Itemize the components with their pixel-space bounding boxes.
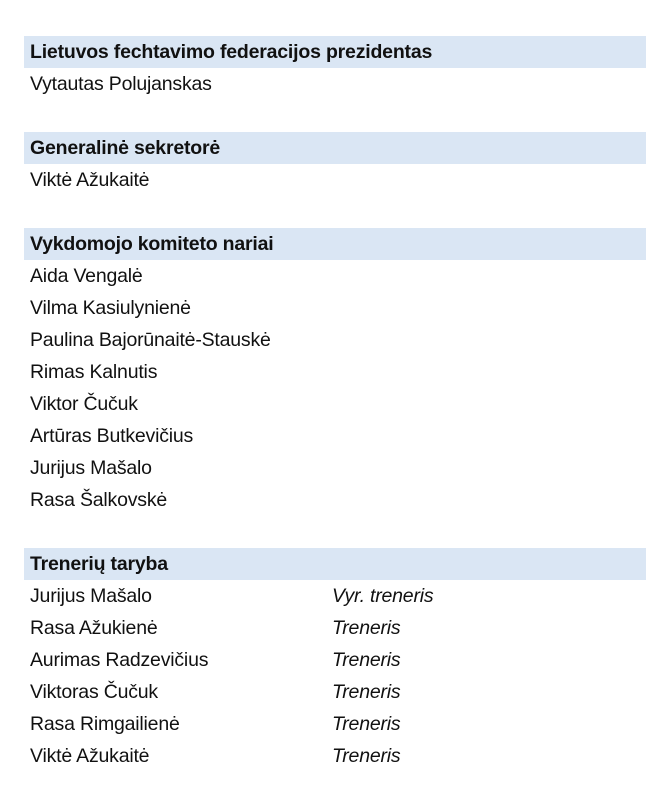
coach-name: Jurijus Mašalo bbox=[30, 585, 152, 607]
coach-role: Treneris bbox=[332, 617, 401, 639]
coach-role: Vyr. treneris bbox=[332, 585, 434, 607]
member-row: Aida Vengalė bbox=[30, 265, 143, 287]
organization-sheet bbox=[24, 36, 646, 804]
coach-row bbox=[24, 740, 646, 772]
coach-name: Rasa Rimgailienė bbox=[30, 713, 180, 735]
coach-role: Treneris bbox=[332, 745, 401, 767]
coach-name: Rasa Ažukienė bbox=[30, 617, 158, 639]
coach-name: Viktė Ažukaitė bbox=[30, 745, 150, 767]
member-row: Paulina Bajorūnaitė-Stauskė bbox=[30, 329, 271, 351]
coach-row bbox=[24, 676, 646, 708]
coach-row bbox=[24, 708, 646, 740]
coach-row bbox=[24, 612, 646, 644]
section-header-president: Lietuvos fechtavimo federacijos prezidentas bbox=[24, 36, 646, 68]
member-row: Viktor Čučuk bbox=[30, 393, 138, 415]
coach-name: Aurimas Radzevičius bbox=[30, 649, 209, 671]
member-row: Rimas Kalnutis bbox=[30, 361, 158, 383]
secretary-section bbox=[24, 132, 646, 196]
coach-role: Treneris bbox=[332, 649, 401, 671]
section-header-executive-committee: Vykdomojo komiteto nariai bbox=[24, 228, 646, 260]
member-row: Artūras Butkevičius bbox=[30, 425, 194, 447]
coaches-council-section bbox=[24, 548, 646, 772]
coach-role: Treneris bbox=[332, 681, 401, 703]
executive-committee-section bbox=[24, 228, 646, 516]
member-row: Jurijus Mašalo bbox=[30, 457, 152, 479]
member-row: Vytautas Polujanskas bbox=[30, 73, 212, 95]
coach-row bbox=[24, 580, 646, 612]
coach-role: Treneris bbox=[332, 713, 401, 735]
section-header-secretary: Generalinė sekretorė bbox=[24, 132, 646, 164]
president-section bbox=[24, 36, 646, 100]
section-header-coaches-council: Trenerių taryba bbox=[24, 548, 646, 580]
member-row: Rasa Šalkovskė bbox=[30, 489, 168, 511]
member-row: Vilma Kasiulynienė bbox=[30, 297, 191, 319]
coach-name: Viktoras Čučuk bbox=[30, 681, 158, 703]
coach-row bbox=[24, 644, 646, 676]
member-row: Viktė Ažukaitė bbox=[30, 169, 150, 191]
